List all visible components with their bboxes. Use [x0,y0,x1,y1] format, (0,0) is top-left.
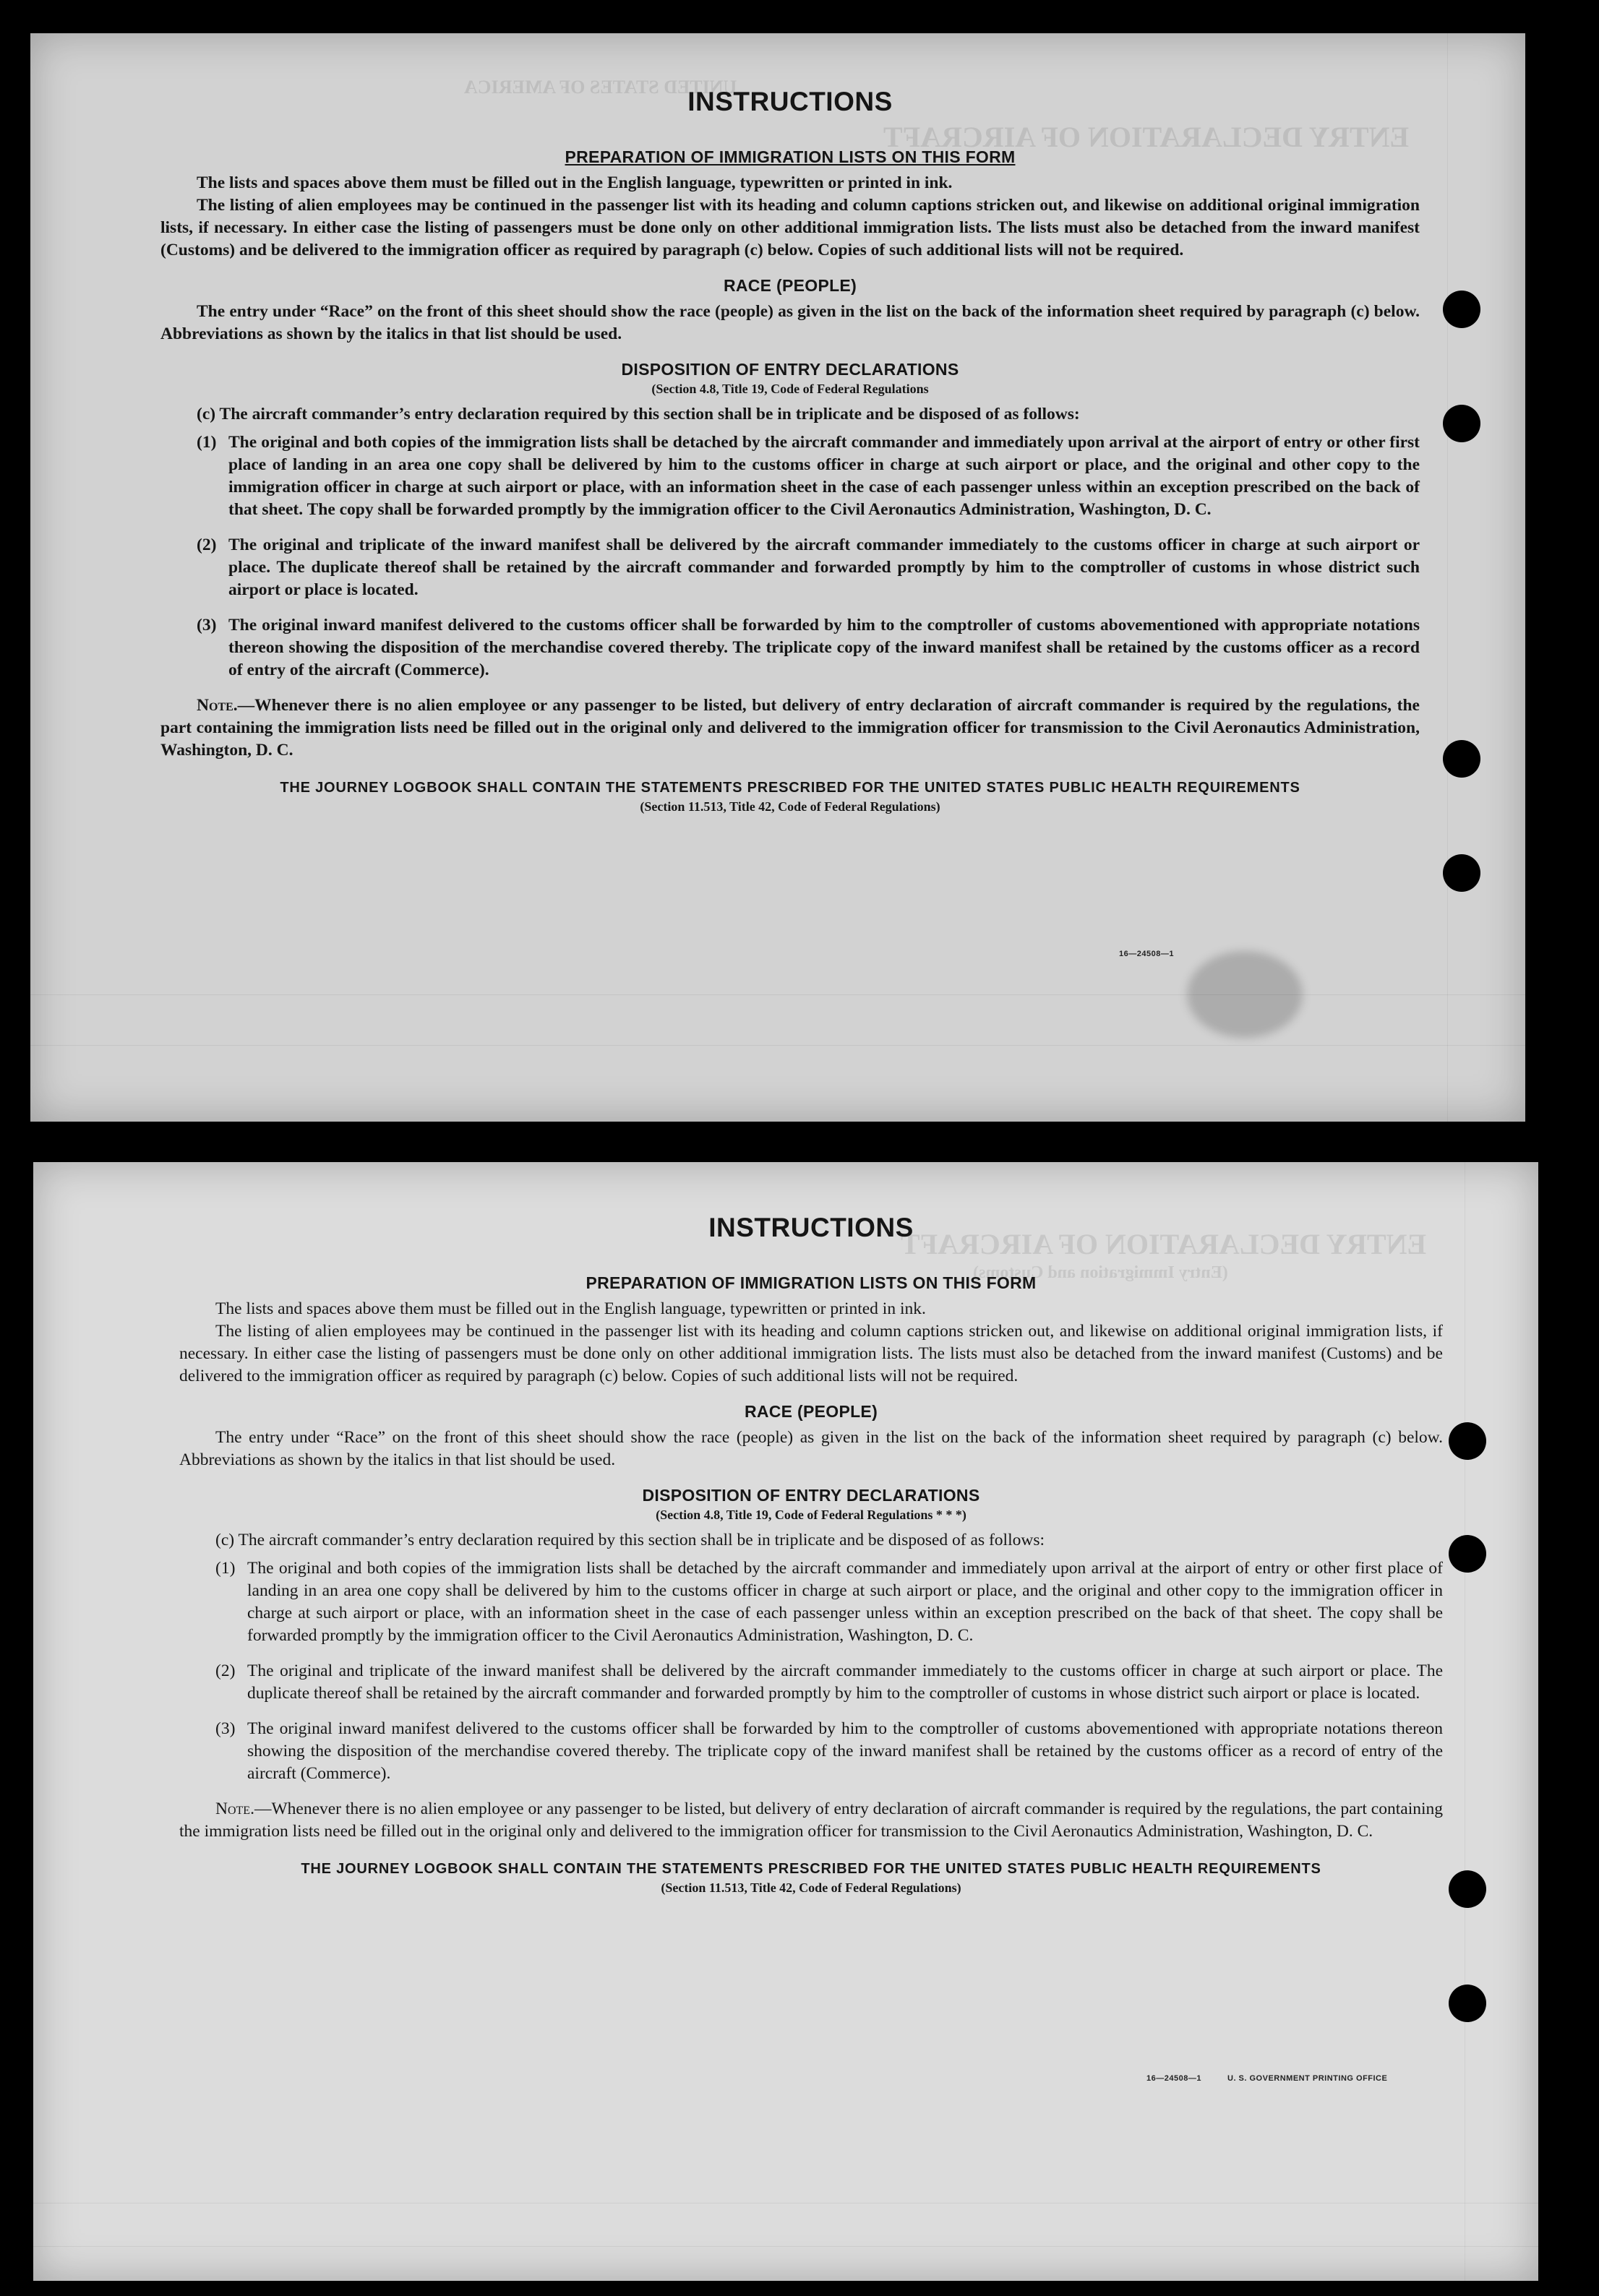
bleed-through-text: ENTRY DECLARATION OF AIRCRAFT [883,121,1410,153]
bleed-through-text: (Entry Immigration and Customs) [973,1263,1228,1282]
item-text: The original and triplicate of the inward manifest shall be delivered by the aircraft commander immediately to the customs officer in charge at such airport or place. The duplicate thereof shall be retained by the aircraft commander and forwarded promptly by him to the comptroller of customs in whose district such airport or place is located. [228,536,1420,599]
note-label: Note. [197,696,238,715]
item-number: (2) [197,536,217,554]
disposition-intro: (c) The aircraft commander’s entry declaration required by this section shall be in triplicate and be disposed of as follows: [197,405,1080,423]
health-requirements-line: THE JOURNEY LOGBOOK SHALL CONTAIN THE STATEMENTS PRESCRIBED FOR THE UNITED STATES PUBLIC HEALTH REQUIREMENTS [301,1861,1321,1877]
item-text: The original inward manifest delivered to the customs officer shall be forwarded by him to the comptroller of customs abovementioned with appropriate notations thereon showing the disposition of the merchandise covered thereby. The triplicate copy of the inward manifest shall be retained by the customs officer as a record of entry of the aircraft (Commerce). [247,1719,1443,1783]
section-heading-disposition: DISPOSITION OF ENTRY DECLARATIONS [642,1486,980,1505]
item-number: (1) [215,1559,236,1578]
section-heading-preparation: PREPARATION OF IMMIGRATION LISTS ON THIS FORM [565,147,1016,166]
preparation-paragraph-2: The listing of alien employees may be continued in the passenger list with its heading and column captions stricken out, and likewise on additional original immigration lists, if necessary. In either case the listing of passengers must be done only on other additional immigration lists. The lists must also be detached from the inward manifest (Customs) and be delivered to the immigration officer as required by paragraph (c) below. Copies of such additional lists will not be required. [160,196,1420,259]
form-number: 16—24508—1 [1119,950,1174,958]
item-number: (3) [215,1719,236,1738]
note-label: Note. [215,1800,254,1818]
disposition-item [179,1718,1443,1785]
preparation-paragraph-1: The lists and spaces above them must be filled out in the English language, typewritten or printed in ink. [197,173,953,192]
punch-hole [1449,1422,1486,1460]
page-title: INSTRUCTIONS [687,87,893,116]
punch-hole [1449,1870,1486,1908]
bleed-through-text: UNITED STATES OF AMERICA [464,77,737,98]
punch-hole [1449,1535,1486,1573]
punch-hole [1443,740,1480,778]
race-paragraph: The entry under “Race” on the front of this sheet should show the race (people) as given in the list on the back of the information sheet required by paragraph (c) below. Abbreviations as shown by the italics in that list should be used. [179,1428,1443,1469]
health-requirements-citation: (Section 11.513, Title 42, Code of Federal Regulations) [640,799,940,814]
health-requirements-citation: (Section 11.513, Title 42, Code of Federal Regulations) [661,1880,961,1895]
item-number: (3) [197,616,217,635]
instruction-sheet-top [30,33,1525,1122]
preparation-paragraph-1: The lists and spaces above them must be filled out in the English language, typewritten or printed in ink. [215,1299,926,1318]
item-number: (1) [197,433,217,452]
disposition-citation: (Section 4.8, Title 19, Code of Federal Regulations * * *) [656,1508,966,1522]
section-heading-race: RACE (PEOPLE) [744,1402,878,1421]
item-text: The original inward manifest delivered to the customs officer shall be forwarded by him to the comptroller of customs abovementioned with appropriate notations thereon showing the disposition of the merchandise covered thereby. The triplicate copy of the inward manifest shall be retained by the customs officer as a record of entry of the aircraft (Commerce). [228,616,1420,679]
punch-hole [1443,405,1480,442]
disposition-item [179,1557,1443,1647]
printer-imprint: U. S. GOVERNMENT PRINTING OFFICE [1227,2074,1388,2083]
punch-hole [1449,1985,1486,2022]
bleed-through-text: ENTRY DECLARATION OF AIRCRAFT [901,1228,1427,1260]
item-number: (2) [215,1661,236,1680]
page-title: INSTRUCTIONS [708,1213,914,1242]
health-requirements-line: THE JOURNEY LOGBOOK SHALL CONTAIN THE STATEMENTS PRESCRIBED FOR THE UNITED STATES PUBLIC HEALTH REQUIREMENTS [280,780,1300,796]
faint-rule [33,2246,1538,2247]
disposition-citation: (Section 4.8, Title 19, Code of Federal Regulations [651,382,929,396]
instructions-text-block [160,85,1420,815]
item-text: The original and triplicate of the inward manifest shall be delivered by the aircraft commander immediately to the customs officer in charge at such airport or place. The duplicate thereof shall be retained by the aircraft commander and forwarded promptly by him to the comptroller of customs in whose district such airport or place is located. [247,1661,1443,1703]
faint-rule [30,1045,1525,1046]
note-paragraph [160,695,1420,762]
section-heading-preparation: PREPARATION OF IMMIGRATION LISTS ON THIS FORM [586,1273,1037,1292]
punch-hole [1443,291,1480,328]
item-text: The original and both copies of the immigration lists shall be detached by the aircraft commander and immediately upon arrival at the airport of entry or other first place of landing in an area one copy shall be delivered by him to the customs officer in charge at such airport or place, and the original and other copy to the immigration officer in charge at such airport or place, with an information sheet in the case of each passenger unless within an exception prescribed on the back of that sheet. The copy shall be forwarded promptly by the immigration officer to the Civil Aeronautics Administration, Washington, D. C. [228,433,1420,519]
section-heading-disposition: DISPOSITION OF ENTRY DECLARATIONS [621,360,959,379]
note-text: —Whenever there is no alien employee or any passenger to be listed, but delivery of entry declaration of aircraft commander is required by the regulations, the part containing the immigration lists need be filled out in the original only and delivered to the immigration officer for transmission to the Civil Aeronautics Administration, Washington, D. C. [160,696,1420,760]
note-text: —Whenever there is no alien employee or any passenger to be listed, but delivery of entry declaration of aircraft commander is required by the regulations, the part containing the immigration lists need be filled out in the original only and delivered to the immigration officer for transmission to the Civil Aeronautics Administration, Washington, D. C. [179,1800,1443,1841]
form-number: 16—24508—1 [1146,2074,1201,2083]
disposition-item [160,534,1420,601]
race-paragraph: The entry under “Race” on the front of this sheet should show the race (people) as given in the list on the back of the information sheet required by paragraph (c) below. Abbreviations as shown by the italics in that list should be used. [160,302,1420,343]
instruction-sheet-bottom [33,1162,1538,2281]
disposition-item [160,431,1420,521]
section-heading-race: RACE (PEOPLE) [723,276,857,295]
item-text: The original and both copies of the immigration lists shall be detached by the aircraft commander and immediately upon arrival at the airport of entry or other first place of landing in an area one copy shall be delivered by him to the customs officer in charge at such airport or place, and the original and other copy to the immigration officer in charge at such airport or place, with an information sheet in the case of each passenger unless within an exception prescribed on the back of that sheet. The copy shall be forwarded promptly by the immigration officer to the Civil Aeronautics Administration, Washington, D. C. [247,1559,1443,1645]
faint-rule [1447,33,1448,1122]
preparation-paragraph-2: The listing of alien employees may be continued in the passenger list with its heading and column captions stricken out, and likewise on additional original immigration lists, if necessary. In either case the listing of passengers must be done only on other additional immigration lists. The lists must also be detached from the inward manifest (Customs) and be delivered to the immigration officer as required by paragraph (c) below. Copies of such additional lists will not be required. [179,1322,1443,1385]
disposition-intro: (c) The aircraft commander’s entry declaration required by this section shall be in triplicate and be disposed of as follows: [215,1531,1045,1549]
disposition-item [179,1660,1443,1705]
disposition-item [160,614,1420,682]
note-paragraph [179,1798,1443,1843]
punch-hole [1443,854,1480,892]
ink-smudge [1187,951,1303,1038]
instructions-text-block [179,1211,1443,1896]
